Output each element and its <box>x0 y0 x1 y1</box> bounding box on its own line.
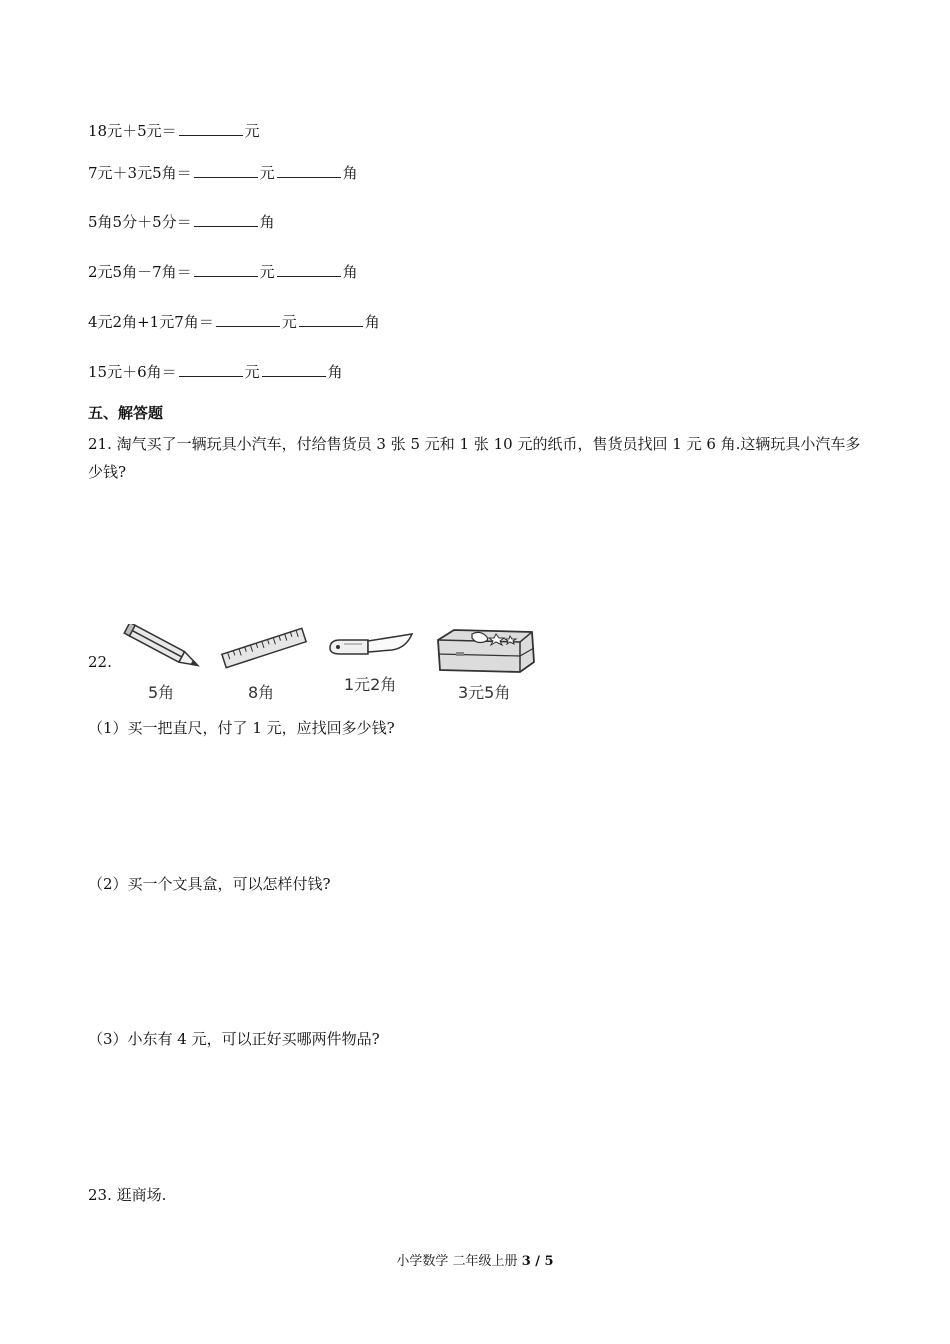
answer-blank[interactable] <box>277 261 341 277</box>
equation-5 <box>88 311 380 332</box>
unit: 角 <box>259 213 275 231</box>
unit: 角 <box>342 263 358 281</box>
pencil-price: 5角 <box>148 683 175 702</box>
question-22-sub-3: （3）小东有 4 元，可以正好买哪两件物品? <box>88 1030 380 1048</box>
pencil-box-item <box>434 624 538 702</box>
question-21: 21. 淘气买了一辆玩具小汽车，付给售货员 3 张 5 元和 1 张 10 元的纸币，售货员找回 1 元 6 角.这辆玩具小汽车多少钱? <box>88 435 861 481</box>
question-22-sub-2: （2）买一个文具盒，可以怎样付钱? <box>88 875 331 893</box>
unit: 角 <box>364 313 380 331</box>
equation-expr: 15元＋6角＝ <box>88 363 177 381</box>
answer-blank[interactable] <box>216 311 280 327</box>
pencil-box-price: 3元5角 <box>458 683 511 702</box>
equation-3 <box>88 211 275 232</box>
answer-blank[interactable] <box>194 162 258 178</box>
pencil-item <box>120 624 210 702</box>
unit: 元 <box>259 263 275 281</box>
equation-expr: 5角5分＋5分＝ <box>88 213 192 231</box>
equation-expr: 4元2角+1元7角＝ <box>88 313 214 331</box>
pencil-icon <box>120 624 210 672</box>
unit: 元 <box>259 164 275 182</box>
equation-2 <box>88 162 358 183</box>
answer-blank[interactable] <box>179 361 243 377</box>
answer-blank[interactable] <box>194 261 258 277</box>
unit: 元 <box>281 313 297 331</box>
answer-blank[interactable] <box>299 311 363 327</box>
equation-1 <box>88 120 260 141</box>
ruler-item <box>218 624 310 702</box>
unit: 角 <box>342 164 358 182</box>
unit: 角 <box>327 363 343 381</box>
unit: 元 <box>244 363 260 381</box>
question-23: 23. 逛商场. <box>88 1186 167 1204</box>
unit: 元 <box>244 122 260 140</box>
pencil-box-icon <box>434 624 538 676</box>
question-22-label: 22. <box>88 653 112 671</box>
equation-4 <box>88 261 358 282</box>
answer-blank[interactable] <box>194 211 258 227</box>
equation-expr: 18元＋5元＝ <box>88 122 177 140</box>
ruler-price: 8角 <box>248 683 275 702</box>
footer-text: 小学数学 二年级上册 <box>396 1254 522 1269</box>
equation-expr: 2元5角－7角＝ <box>88 263 192 281</box>
ruler-icon <box>218 624 310 672</box>
page-footer <box>0 1250 950 1269</box>
knife-price: 1元2角 <box>344 675 397 694</box>
answer-blank[interactable] <box>262 361 326 377</box>
items-illustration <box>120 624 540 704</box>
answer-blank[interactable] <box>277 162 341 178</box>
question-22-sub-1: （1）买一把直尺，付了 1 元，应找回多少钱? <box>88 719 395 737</box>
section-title: 五、解答题 <box>88 404 164 422</box>
knife-item <box>322 624 422 694</box>
equation-expr: 7元＋3元5角＝ <box>88 164 192 182</box>
answer-blank[interactable] <box>179 120 243 136</box>
page-number: 3 / 5 <box>521 1254 554 1269</box>
knife-icon <box>322 624 422 668</box>
equation-6 <box>88 361 343 382</box>
